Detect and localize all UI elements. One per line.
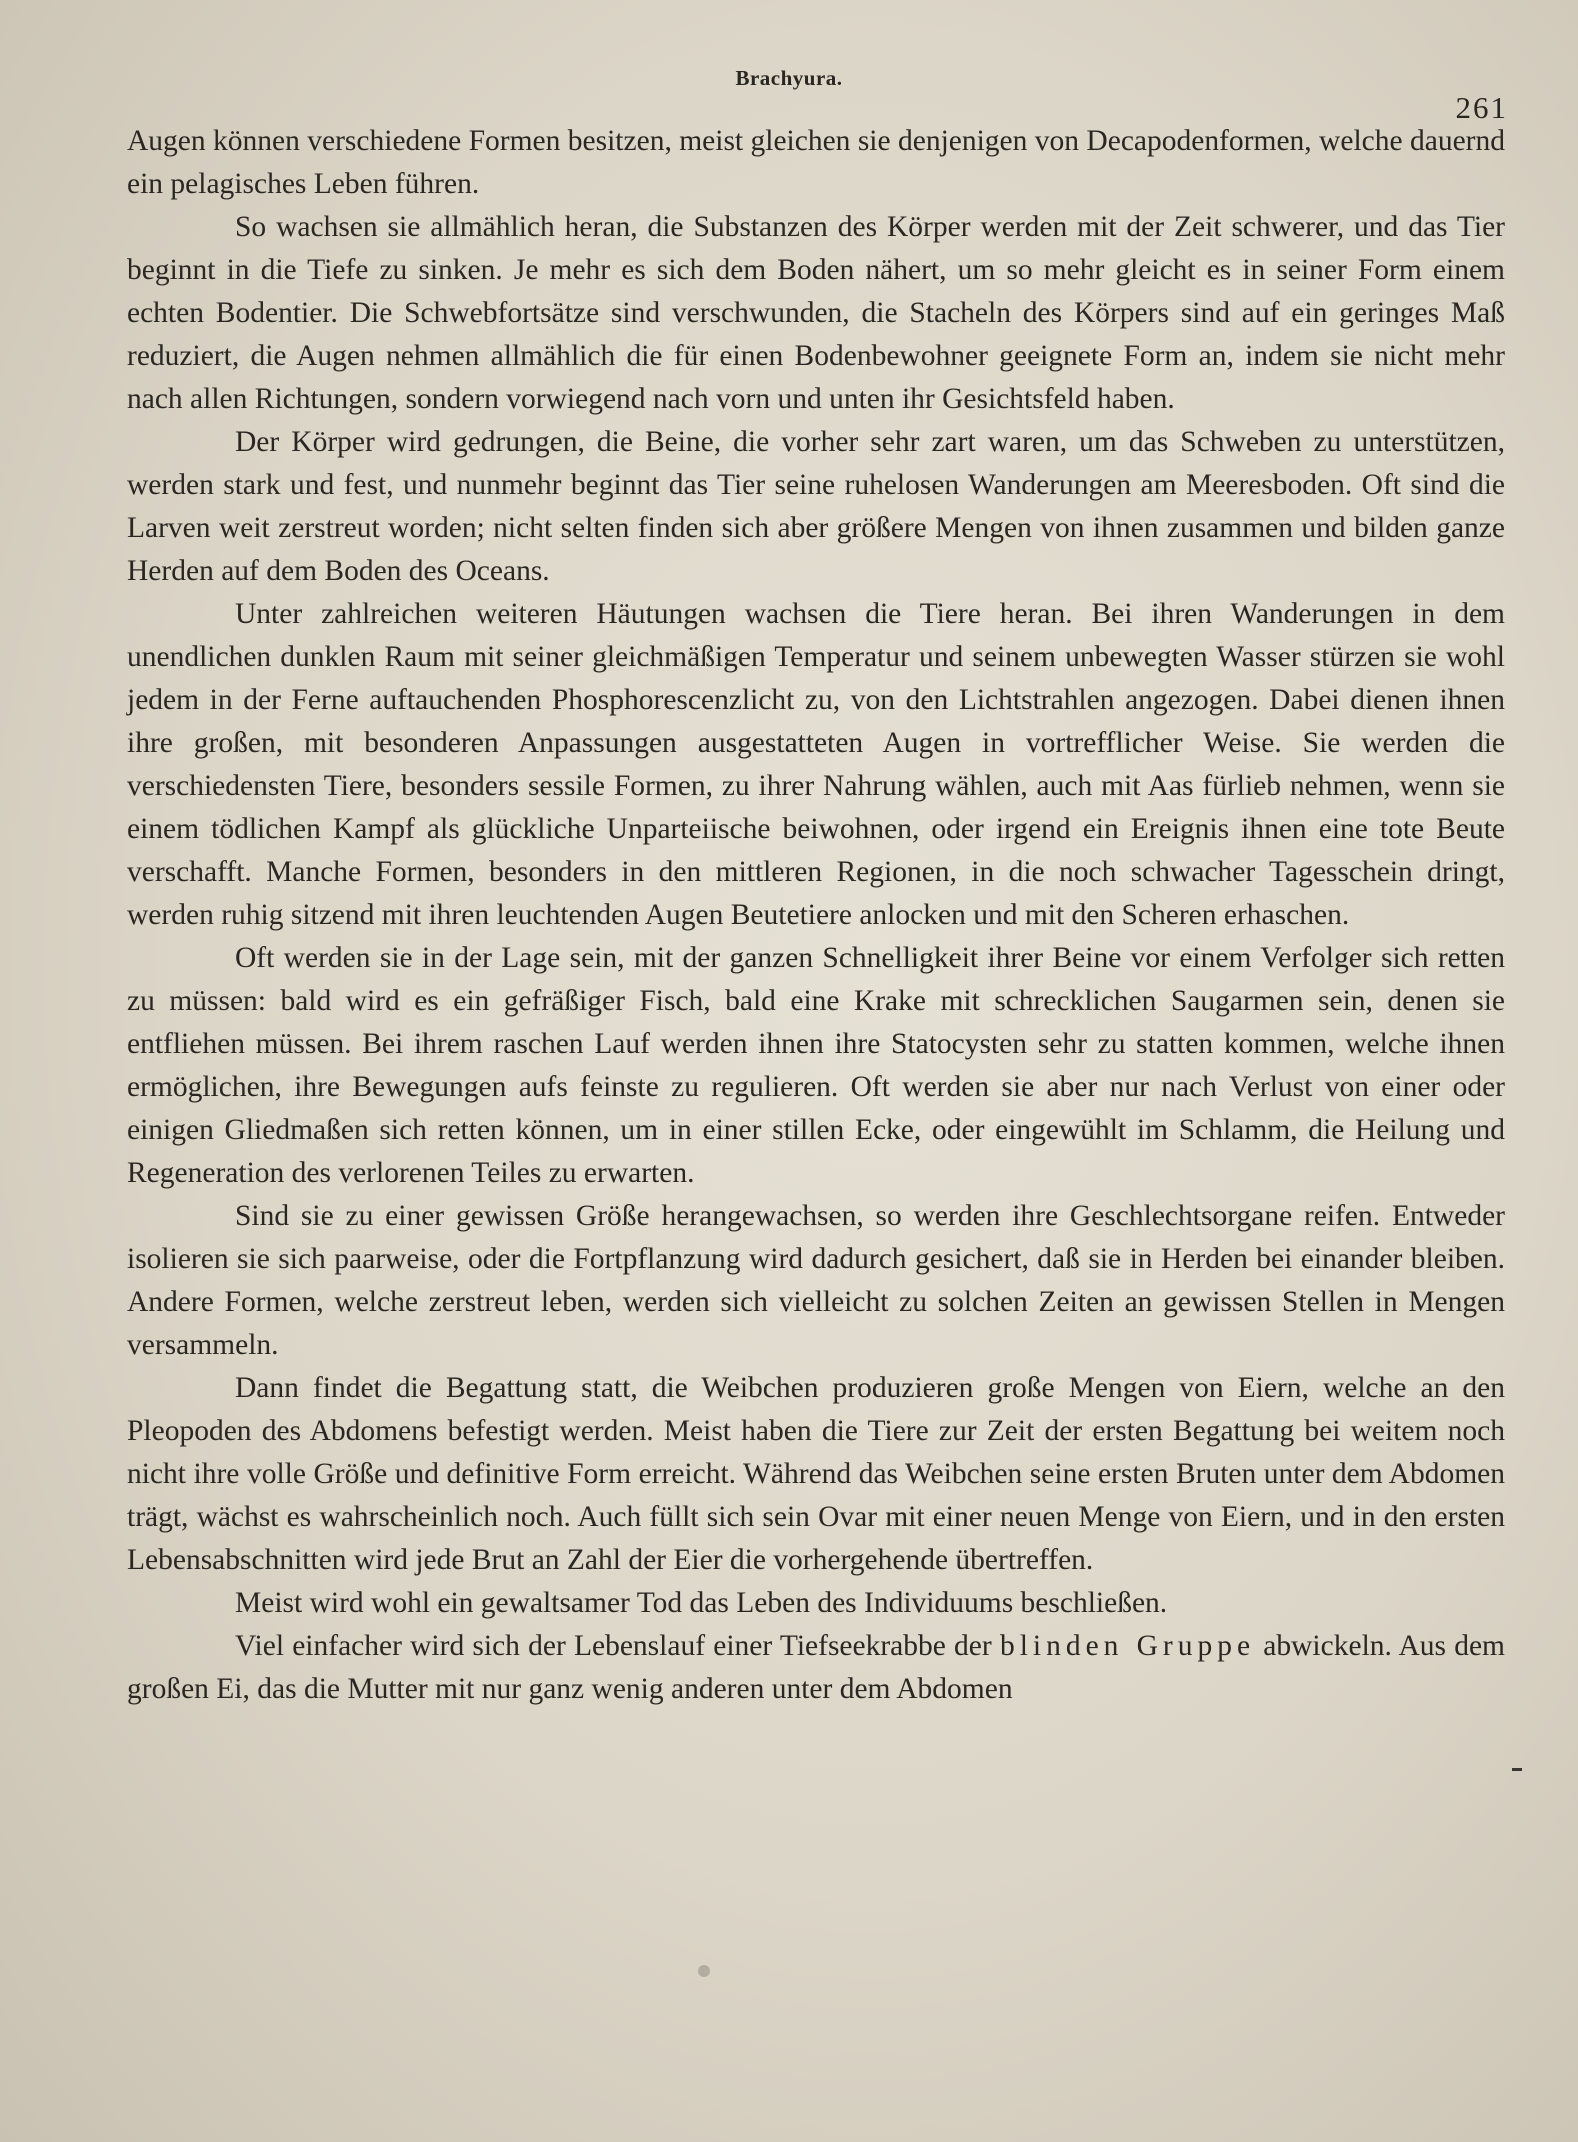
running-head: Brachyura.: [735, 66, 843, 90]
paragraph-9-text-after: abwickeln. Aus dem großen Ei, das die Mutter mit nur ganz wenig anderen unter dem Abdomen: [127, 1630, 1505, 1705]
body-text: [127, 120, 1505, 1711]
paper-speck: [698, 1965, 710, 1977]
paragraph-9: [127, 1625, 1505, 1711]
margin-mark: [1512, 1768, 1522, 1771]
paragraph-9-text-before: Viel einfacher wird sich der Lebenslauf einer Tiefseekrabbe der: [235, 1630, 1000, 1662]
page-number: 261: [1455, 90, 1508, 125]
emphasis-spaced-text: blinden Gruppe: [999, 1630, 1256, 1662]
paragraph-4: Unter zahlreichen weiteren Häutungen wachsen die Tiere heran. Bei ihren Wanderungen in dem unendlichen dunklen Raum mit seiner gleichmäßigen Temperatur und seinem unbewegten Wasser stürzen sie wohl jedem in der Ferne auftauchenden Phosphorescenzlicht zu, von den Lichtstrahlen angezogen. Dabei dienen ihnen ihre großen, mit besonderen Anpassungen ausgestatteten Augen in vortrefflicher Weise. Sie werden die verschiedensten Tiere, besonders sessile Formen, zu ihrer Nahrung wählen, auch mit Aas fürlieb nehmen, wenn sie einem tödlichen Kampf als glückliche Unparteiische beiwohnen, oder irgend ein Ereignis ihnen eine tote Beute verschafft. Manche Formen, besonders in den mittleren Regionen, in die noch schwacher Tagesschein dringt, werden ruhig sitzend mit ihren leuchtenden Augen Beutetiere anlocken und mit den Scheren erhaschen.: [127, 598, 1505, 931]
paragraph-6: Sind sie zu einer gewissen Größe herangewachsen, so werden ihre Geschlechtsorgane reifen. Entweder isolieren sie sich paarweise, oder die Fortpflanzung wird dadurch gesichert, daß sie in Herden bei einander bleiben. Andere Formen, welche zerstreut leben, werden sich vielleicht zu solchen Zeiten an gewissen Stellen in Mengen versammeln.: [127, 1200, 1505, 1361]
paragraph-3: Der Körper wird gedrungen, die Beine, die vorher sehr zart waren, um das Schweben zu unterstützen, werden stark und fest, und nunmehr beginnt das Tier seine ruhelosen Wanderungen am Meeresboden. Oft sind die Larven weit zerstreut worden; nicht selten finden sich aber größere Mengen von ihnen zusammen und bilden ganze Herden auf dem Boden des Oceans.: [127, 426, 1505, 587]
paragraph-5: Oft werden sie in der Lage sein, mit der ganzen Schnelligkeit ihrer Beine vor einem Verfolger sich retten zu müssen: bald wird es ein gefräßiger Fisch, bald eine Krake mit schrecklichen Saugarmen sein, denen sie entfliehen müssen. Bei ihrem raschen Lauf werden ihnen ihre Statocysten sehr zu statten kommen, welche ihnen ermöglichen, ihre Bewegungen aufs feinste zu regulieren. Oft werden sie aber nur nach Verlust von einer oder einigen Gliedmaßen sich retten können, um in einer stillen Ecke, oder eingewühlt im Schlamm, die Heilung und Regeneration des verlorenen Teiles zu erwarten.: [127, 942, 1505, 1189]
paragraph-7: Dann findet die Begattung statt, die Weibchen produzieren große Mengen von Eiern, welche an den Pleopoden des Abdomens befestigt werden. Meist haben die Tiere zur Zeit der ersten Begattung bei weitem noch nicht ihre volle Größe und definitive Form erreicht. Während das Weibchen seine ersten Bruten unter dem Abdomen trägt, wächst es wahrscheinlich noch. Auch füllt sich sein Ovar mit einer neuen Menge von Eiern, und in den ersten Lebensabschnitten wird jede Brut an Zahl der Eier die vorhergehende übertreffen.: [127, 1372, 1505, 1576]
paragraph-1: Augen können verschiedene Formen besitzen, meist gleichen sie denjenigen von Decapodenformen, welche dauernd ein pelagisches Leben führen.: [127, 125, 1505, 200]
paragraph-2: So wachsen sie allmählich heran, die Substanzen des Körper werden mit der Zeit schwerer, und das Tier beginnt in die Tiefe zu sinken. Je mehr es sich dem Boden nähert, um so mehr gleicht es in seiner Form einem echten Bodentier. Die Schwebfortsätze sind verschwunden, die Stacheln des Körpers sind auf ein geringes Maß reduziert, die Augen nehmen allmählich die für einen Bodenbewohner geeignete Form an, indem sie nicht mehr nach allen Richtungen, sondern vorwiegend nach vorn und unten ihr Gesichtsfeld haben.: [127, 211, 1505, 415]
paragraph-8: Meist wird wohl ein gewaltsamer Tod das Leben des Individuums beschließen.: [235, 1587, 1168, 1619]
